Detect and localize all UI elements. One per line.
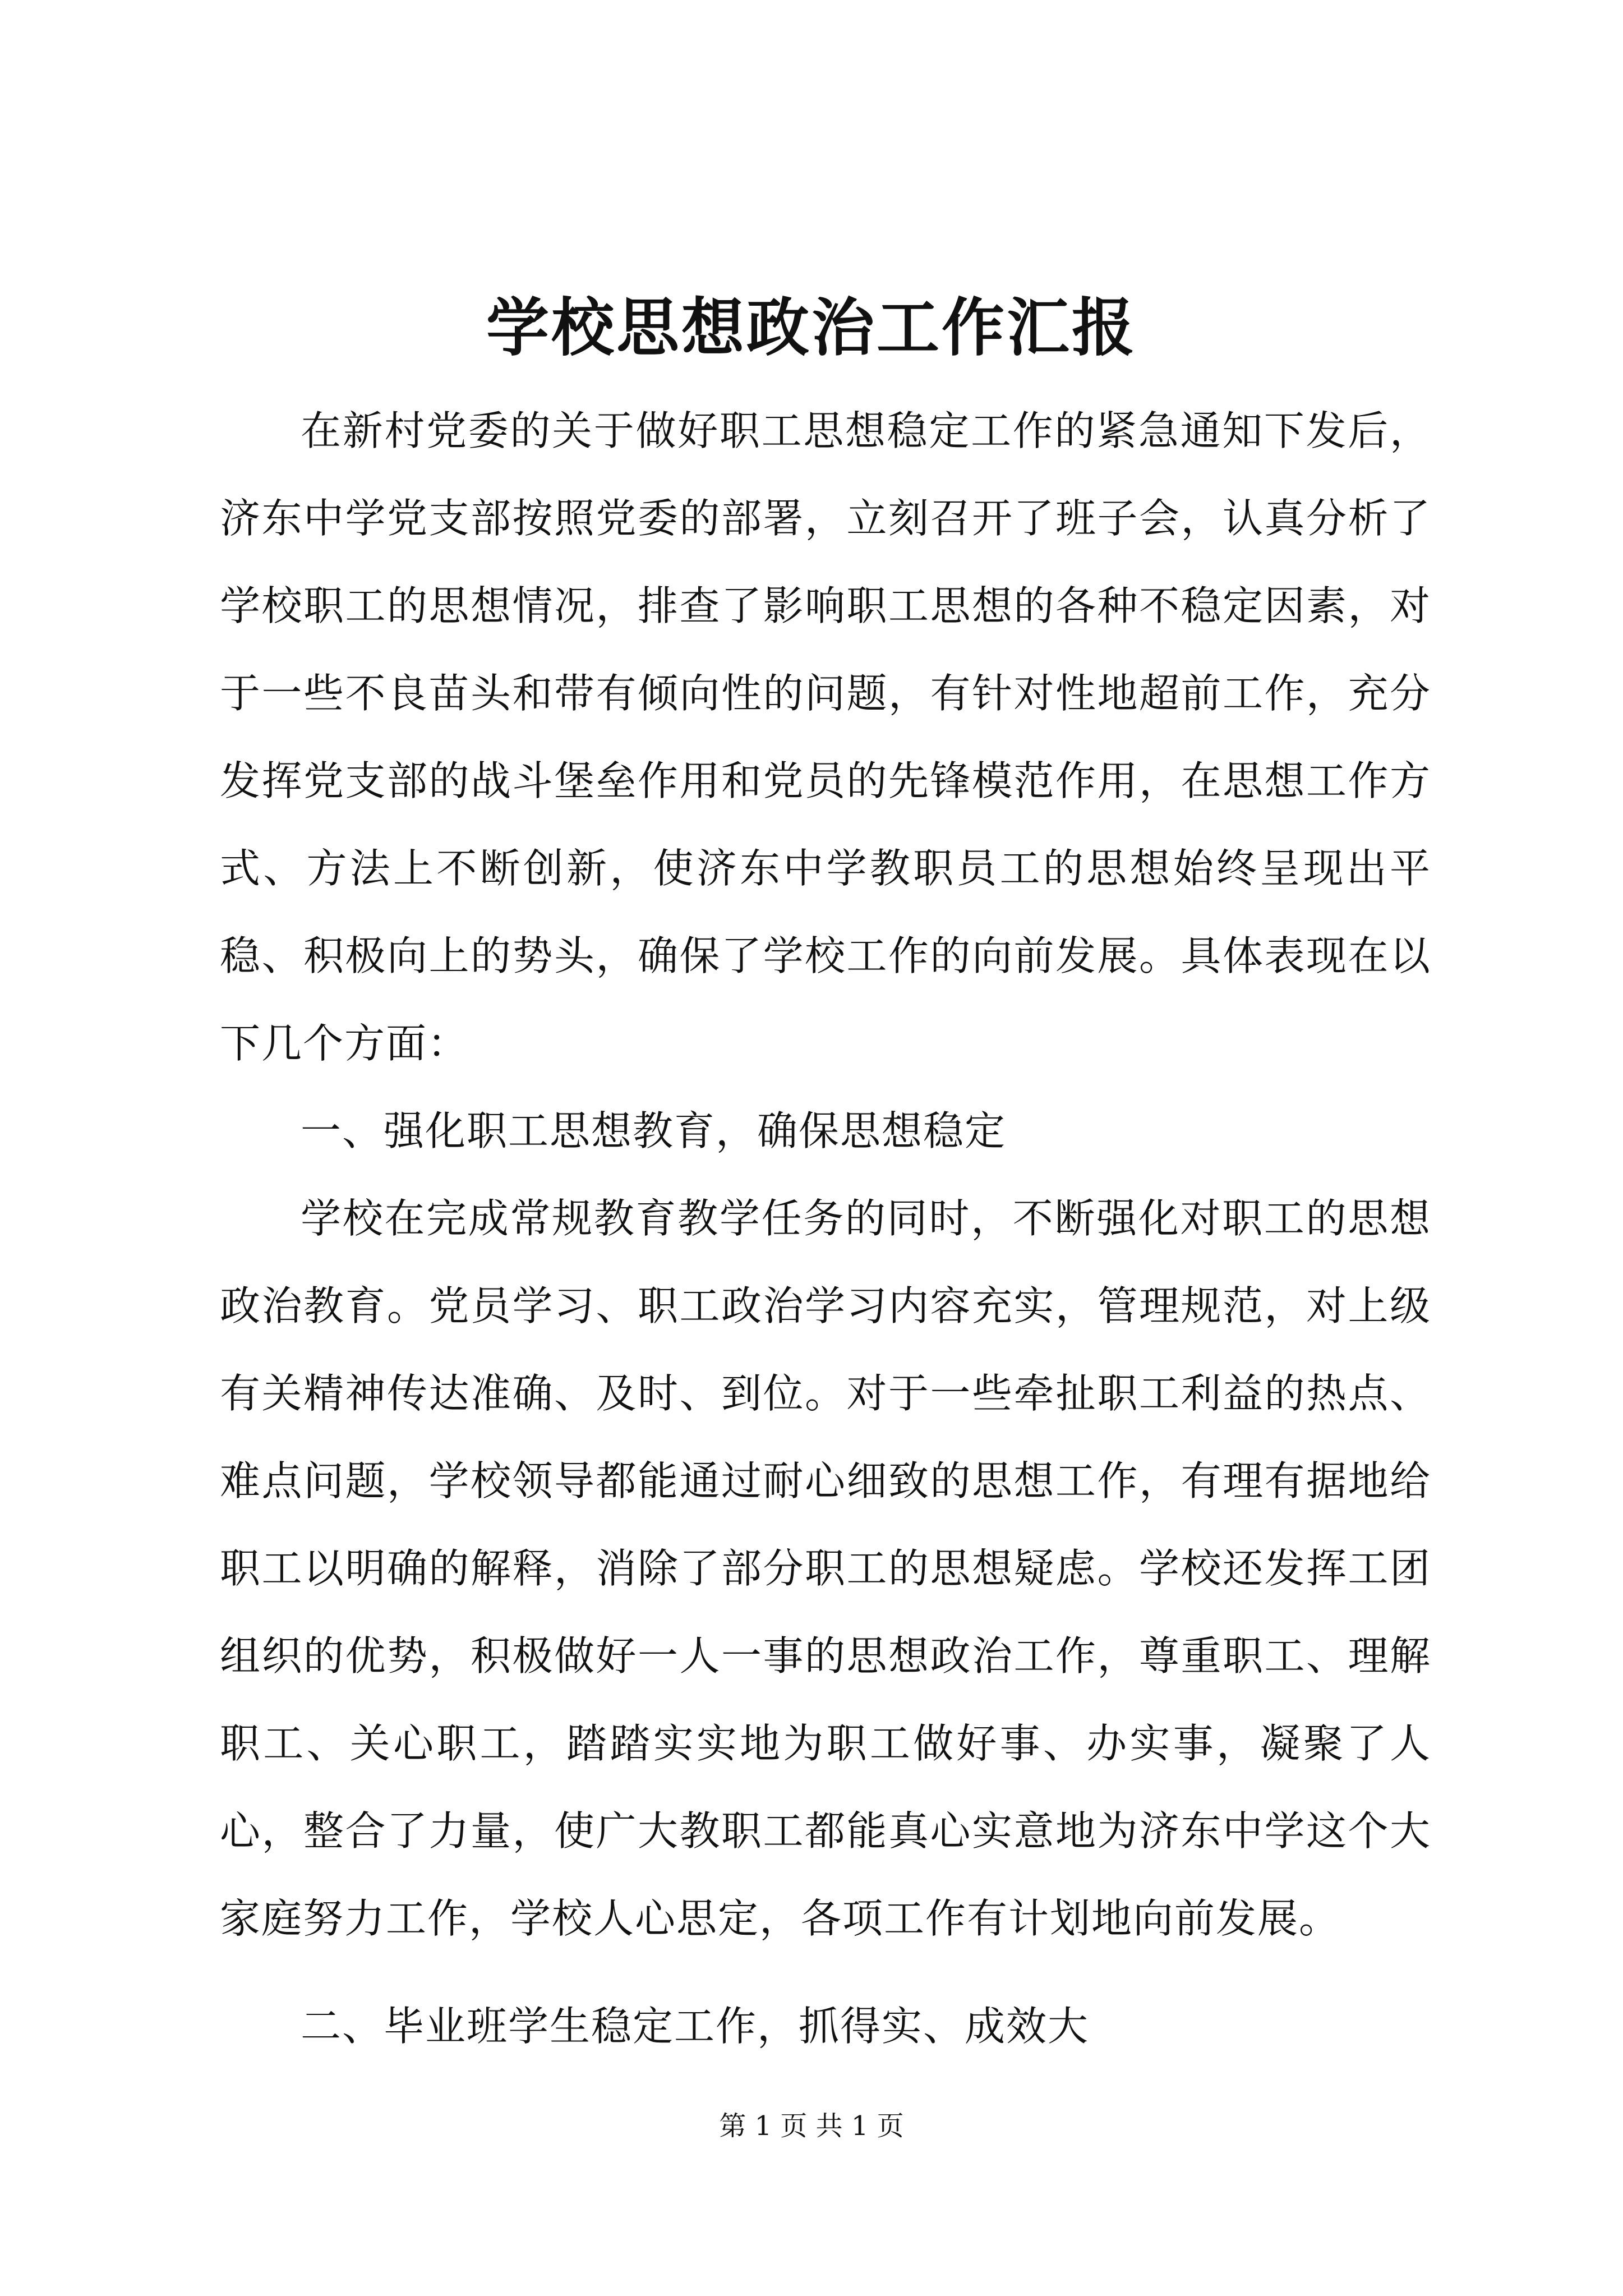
section-1-paragraph: 学校在完成常规教育教学任务的同时，不断强化对职工的思想政治教育。党员学习、职工政治学习内容充实，管理规范，对上级有关精神传达准确、及时、到位。对于一些牵扯职工利益的热点、难点问题，学校领导都能通过耐心细致的思想工作，有理有据地给职工以明确的解释，消除了部分职工的思想疑虑。学校还发挥工团组织的优势，积极做好一人一事的思想政治工作，尊重职工、理解职工、关心职工，踏踏实实地为职工做好事、办实事，凝聚了人心，整合了力量，使广大教职工都能真心实意地为济东中学这个大家庭努力工作，学校人心思定，各项工作有计划地向前发展。 [220, 1195, 1431, 1942]
document-title: 学校思想政治工作汇报 [486, 291, 1137, 365]
intro-paragraph: 在新村党委的关于做好职工思想稳定工作的紧急通知下发后，济东中学党支部按照党委的部署，立刻召开了班子会，认真分析了学校职工的思想情况，排查了影响职工思想的各种不稳定因素，对于一些不良苗头和带有倾向性的问题，有针对性地超前工作，充分发挥党支部的战斗堡垒作用和党员的先锋模范作用，在思想工作方式、方法上不断创新，使济东中学教职员工的思想始终呈现出平稳、积极向上的势头，确保了学校工作的向前发展。具体表现在以下几个方面： [220, 407, 1431, 1067]
section-heading-1: 一、强化职工思想教育，确保思想稳定 [301, 1107, 1007, 1154]
page-number-footer: 第 1 页 共 1 页 [719, 2110, 904, 2142]
section-heading-2: 二、毕业班学生稳定工作，抓得实、成效大 [301, 2003, 1090, 2050]
paragraph-spacer [220, 1962, 1431, 1982]
document-body [220, 387, 1431, 2070]
